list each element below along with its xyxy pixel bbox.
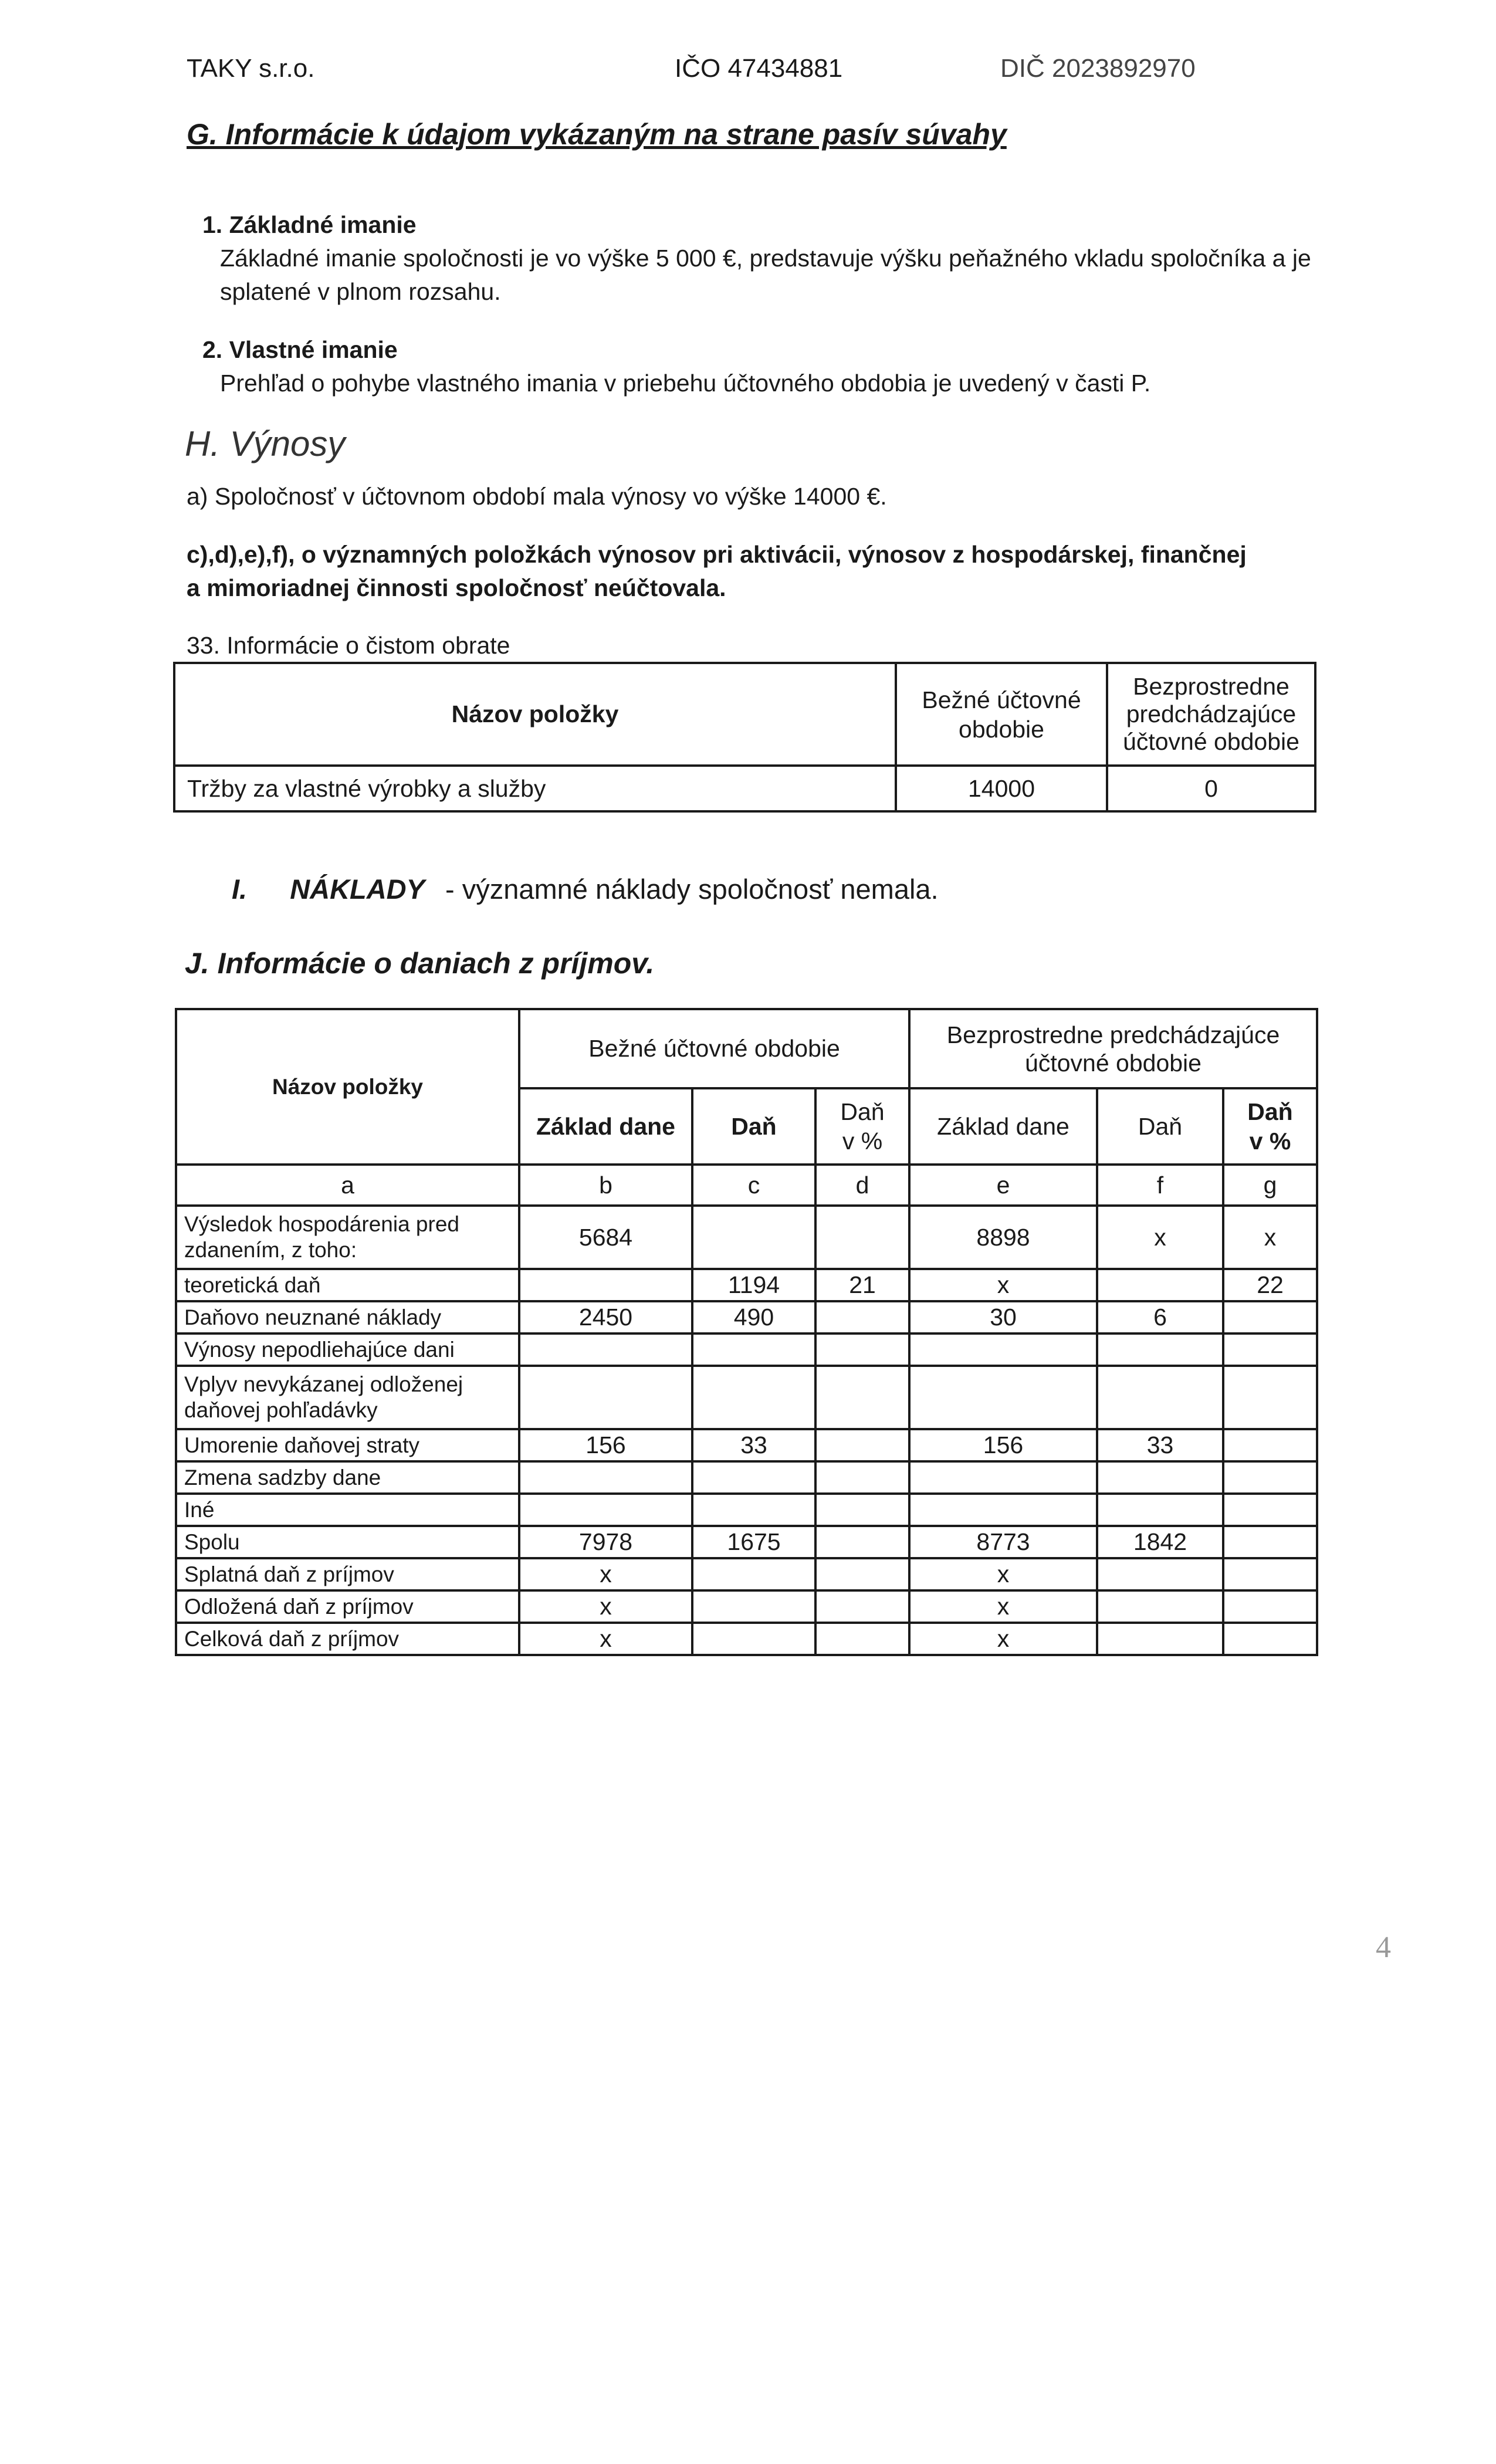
tax-cell-label: Daňovo neuznané náklady: [176, 1301, 519, 1333]
tax-cell-pct-current: [815, 1526, 909, 1558]
tax-cell-pct-prev: 22: [1223, 1269, 1317, 1301]
tax-letter-d: d: [815, 1165, 909, 1206]
company-ico: IČO 47434881: [675, 54, 843, 83]
revenue-row-label: Tržby za vlastné výrobky a služby: [174, 766, 896, 811]
tax-cell-pct-prev: [1223, 1558, 1317, 1590]
item2-title: 2. Vlastné imanie: [202, 336, 398, 363]
tax-cell-label: Vplyv nevykázanej odloženej daňovej pohľadávky: [176, 1366, 519, 1429]
tax-letter-b: b: [519, 1165, 692, 1206]
tax-table-row: [176, 1558, 1317, 1590]
tax-letter-c: c: [692, 1165, 815, 1206]
revenue-bold-line1: c),d),e),f), o významných položkách výnosov pri aktivácii, výnosov z hospodárskej, finančnej: [187, 541, 1247, 568]
item2-line1: Prehľad o pohybe vlastného imania v priebehu účtovného obdobia je uvedený v časti P.: [220, 370, 1151, 397]
tax-cell-base-current: [519, 1269, 692, 1301]
tax-cell-pct-current: [815, 1333, 909, 1366]
tax-cell-base-prev: 8898: [909, 1206, 1097, 1269]
tax-cell-pct-current: 21: [815, 1269, 909, 1301]
tax-cell-pct-current: [815, 1301, 909, 1333]
tax-table-row: [176, 1206, 1317, 1269]
tax-table-row: [176, 1461, 1317, 1494]
tax-cell-label: Výnosy nepodliehajúce dani: [176, 1333, 519, 1366]
page-number: 4: [1376, 1931, 1391, 1964]
revenue-bold-line2: a mimoriadnej činnosti spoločnosť neúčtovala.: [187, 574, 726, 601]
tax-letter-f: f: [1097, 1165, 1223, 1206]
tax-cell-tax-current: [692, 1590, 815, 1623]
company-dic: DIČ 2023892970: [1000, 54, 1196, 83]
tax-cell-tax-current: 1194: [692, 1269, 815, 1301]
tax-cell-tax-prev: x: [1097, 1206, 1223, 1269]
tax-cell-pct-prev: [1223, 1429, 1317, 1461]
tax-header-current: Bežné účtovné obdobie: [519, 1009, 909, 1088]
tax-cell-base-current: [519, 1494, 692, 1526]
tax-cell-pct-prev: [1223, 1526, 1317, 1558]
tax-header-name: Názov položky: [176, 1009, 519, 1165]
item1-line1: Základné imanie spoločnosti je vo výške 5 000 €, predstavuje výšku peňažného vkladu spoločníka a je: [220, 245, 1311, 272]
revenue-header-name: Názov položky: [174, 663, 896, 766]
revenue-table: [173, 662, 1316, 813]
section-i-title: NÁKLADY: [290, 874, 425, 905]
tax-cell-label: Zmena sadzby dane: [176, 1461, 519, 1494]
tax-table-body: [176, 1206, 1317, 1655]
tax-cell-pct-current: [815, 1494, 909, 1526]
tax-table: [175, 1008, 1318, 1656]
tax-letter-e: e: [909, 1165, 1097, 1206]
tax-cell-base-current: 2450: [519, 1301, 692, 1333]
tax-cell-tax-current: [692, 1206, 815, 1269]
tax-cell-tax-current: [692, 1623, 815, 1655]
tax-cell-tax-current: [692, 1558, 815, 1590]
tax-cell-tax-prev: [1097, 1461, 1223, 1494]
item1-title: 1. Základné imanie: [202, 211, 417, 238]
tax-cell-tax-prev: [1097, 1366, 1223, 1429]
tax-cell-tax-prev: [1097, 1558, 1223, 1590]
tax-cell-pct-current: [815, 1623, 909, 1655]
tax-cell-pct-prev: [1223, 1494, 1317, 1526]
tax-cell-pct-current: [815, 1206, 909, 1269]
tax-cell-tax-current: 490: [692, 1301, 815, 1333]
tax-table-row: [176, 1590, 1317, 1623]
revenue-header-prev: Bezprostredne predchádzajúce účtovné obdobie: [1107, 663, 1315, 766]
tax-cell-base-prev: x: [909, 1590, 1097, 1623]
tax-cell-pct-current: [815, 1558, 909, 1590]
tax-cell-pct-current: [815, 1429, 909, 1461]
revenue-row-prev: 0: [1107, 766, 1315, 811]
company-name: TAKY s.r.o.: [187, 54, 315, 83]
tax-header-base-prev: Základ dane: [909, 1088, 1097, 1165]
tax-cell-base-current: x: [519, 1558, 692, 1590]
tax-cell-pct-prev: [1223, 1301, 1317, 1333]
tax-cell-base-prev: 8773: [909, 1526, 1097, 1558]
tax-cell-base-prev: x: [909, 1558, 1097, 1590]
tax-table-row: [176, 1301, 1317, 1333]
section-h-title: H. Výnosy: [185, 424, 346, 463]
tax-header-tax-prev: Daň: [1097, 1088, 1223, 1165]
tax-cell-base-current: [519, 1461, 692, 1494]
tax-cell-pct-prev: [1223, 1590, 1317, 1623]
tax-cell-base-prev: x: [909, 1623, 1097, 1655]
tax-table-row: [176, 1494, 1317, 1526]
tax-header-tax-current: Daň: [692, 1088, 815, 1165]
revenue-header-current: Bežné účtovné obdobie: [896, 663, 1107, 766]
item1-line2: splatené v plnom rozsahu.: [220, 278, 501, 305]
section-j-title: J. Informácie o daniach z príjmov.: [185, 947, 655, 980]
tax-cell-pct-prev: [1223, 1461, 1317, 1494]
tax-cell-tax-current: 33: [692, 1429, 815, 1461]
tax-header-base-current: Základ dane: [519, 1088, 692, 1165]
tax-cell-tax-current: [692, 1366, 815, 1429]
tax-table-row: [176, 1269, 1317, 1301]
tax-cell-pct-current: [815, 1366, 909, 1429]
tax-cell-base-prev: [909, 1494, 1097, 1526]
tax-cell-base-prev: [909, 1333, 1097, 1366]
revenue-row-current: 14000: [896, 766, 1107, 811]
tax-cell-tax-current: [692, 1461, 815, 1494]
tax-cell-tax-prev: [1097, 1623, 1223, 1655]
tax-cell-pct-prev: [1223, 1333, 1317, 1366]
revenue-note: a) Spoločnosť v účtovnom období mala výnosy vo výške 14000 €.: [187, 483, 887, 510]
tax-cell-pct-prev: x: [1223, 1206, 1317, 1269]
tax-cell-tax-prev: [1097, 1590, 1223, 1623]
tax-cell-pct-prev: [1223, 1366, 1317, 1429]
tax-cell-label: Spolu: [176, 1526, 519, 1558]
tax-cell-tax-prev: 1842: [1097, 1526, 1223, 1558]
tax-cell-base-current: x: [519, 1590, 692, 1623]
tax-cell-base-current: x: [519, 1623, 692, 1655]
tax-cell-tax-prev: 33: [1097, 1429, 1223, 1461]
tax-letter-g: g: [1223, 1165, 1317, 1206]
section-i-text: - významné náklady spoločnosť nemala.: [445, 874, 939, 905]
tax-cell-label: teoretická daň: [176, 1269, 519, 1301]
tax-cell-base-current: 7978: [519, 1526, 692, 1558]
tax-cell-tax-prev: [1097, 1494, 1223, 1526]
tax-cell-base-prev: x: [909, 1269, 1097, 1301]
section-g-title: G. Informácie k údajom vykázaným na strane pasív súvahy: [187, 118, 1007, 151]
tax-letter-a: a: [176, 1165, 519, 1206]
tax-cell-base-current: 5684: [519, 1206, 692, 1269]
tax-cell-base-current: [519, 1333, 692, 1366]
tax-table-row: [176, 1366, 1317, 1429]
tax-table-row: [176, 1333, 1317, 1366]
tax-cell-base-prev: [909, 1461, 1097, 1494]
tax-cell-pct-current: [815, 1590, 909, 1623]
tax-table-row: [176, 1526, 1317, 1558]
tax-cell-label: Odložená daň z príjmov: [176, 1590, 519, 1623]
tax-cell-pct-current: [815, 1461, 909, 1494]
tax-cell-tax-prev: [1097, 1333, 1223, 1366]
tax-cell-base-prev: 30: [909, 1301, 1097, 1333]
tax-cell-label: Umorenie daňovej straty: [176, 1429, 519, 1461]
section-i-label: I.: [232, 874, 248, 905]
tax-cell-tax-prev: 6: [1097, 1301, 1223, 1333]
revenue-table-caption: 33. Informácie o čistom obrate: [187, 632, 510, 659]
tax-header-pct-current: Daň v %: [815, 1088, 909, 1165]
tax-cell-base-current: [519, 1366, 692, 1429]
tax-cell-pct-prev: [1223, 1623, 1317, 1655]
tax-cell-label: Výsledok hospodárenia pred zdanením, z toho:: [176, 1206, 519, 1269]
tax-cell-label: Splatná daň z príjmov: [176, 1558, 519, 1590]
tax-header-prev: Bezprostredne predchádzajúce účtovné obdobie: [909, 1009, 1317, 1088]
tax-table-row: [176, 1623, 1317, 1655]
tax-cell-base-current: 156: [519, 1429, 692, 1461]
section-i: [232, 873, 939, 905]
tax-cell-label: Iné: [176, 1494, 519, 1526]
tax-cell-base-prev: 156: [909, 1429, 1097, 1461]
tax-cell-label: Celková daň z príjmov: [176, 1623, 519, 1655]
tax-cell-tax-current: [692, 1333, 815, 1366]
tax-table-row: [176, 1429, 1317, 1461]
tax-cell-tax-prev: [1097, 1269, 1223, 1301]
tax-header-pct-prev: Daň v %: [1223, 1088, 1317, 1165]
tax-cell-tax-current: 1675: [692, 1526, 815, 1558]
tax-cell-base-prev: [909, 1366, 1097, 1429]
tax-cell-tax-current: [692, 1494, 815, 1526]
